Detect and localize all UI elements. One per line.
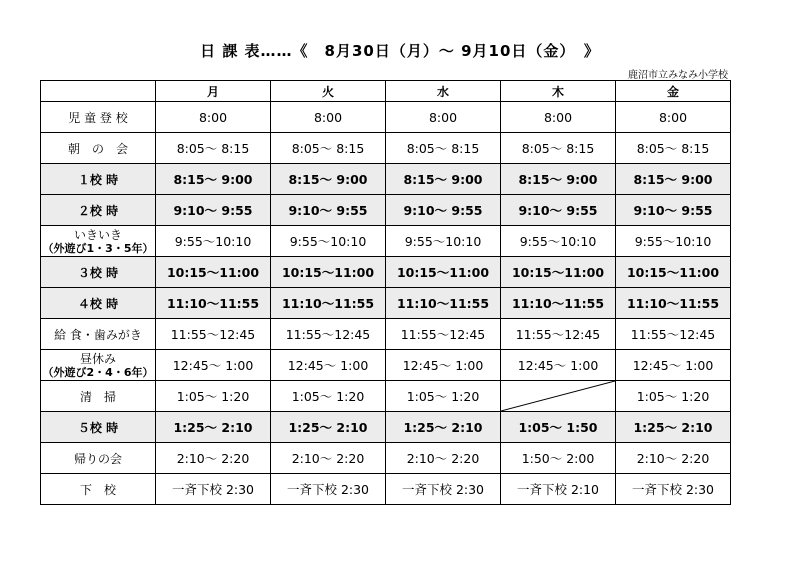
time-cell: 9:10～ 9:55 xyxy=(156,195,271,226)
table-row xyxy=(41,257,731,288)
table-row xyxy=(41,164,731,195)
time-cell: 1:25～ 2:10 xyxy=(386,412,501,443)
time-cell: 8:00 xyxy=(386,102,501,133)
time-cell: 11:10～11:55 xyxy=(386,288,501,319)
table-row xyxy=(41,195,731,226)
time-cell: 11:55～12:45 xyxy=(501,319,616,350)
corner-cell xyxy=(41,81,156,102)
time-cell: 8:15～ 9:00 xyxy=(156,164,271,195)
table-row xyxy=(41,133,731,164)
row-label: 給 食・歯みがき xyxy=(41,319,156,350)
time-cell: 1:05～ 1:20 xyxy=(271,381,386,412)
time-cell: 1:05～ 1:20 xyxy=(386,381,501,412)
time-cell: 11:10～11:55 xyxy=(271,288,386,319)
time-cell: 11:10～11:55 xyxy=(156,288,271,319)
row-label-sub: （外遊び2・4・6年） xyxy=(42,365,154,379)
schedule-body xyxy=(41,102,731,505)
time-cell: 9:10～ 9:55 xyxy=(271,195,386,226)
time-cell: 12:45～ 1:00 xyxy=(616,350,731,381)
row-label: ３校 時 xyxy=(41,257,156,288)
row-label: 清 掃 xyxy=(41,381,156,412)
day-header-mon: 月 xyxy=(156,81,271,102)
time-cell: 8:00 xyxy=(616,102,731,133)
day-header-tue: 火 xyxy=(271,81,386,102)
row-label: １校 時 xyxy=(41,164,156,195)
time-cell: 9:55～10:10 xyxy=(501,226,616,257)
table-row xyxy=(41,102,731,133)
time-cell: 12:45～ 1:00 xyxy=(386,350,501,381)
row-label: ２校 時 xyxy=(41,195,156,226)
row-label: 下 校 xyxy=(41,474,156,505)
time-cell: 8:00 xyxy=(156,102,271,133)
table-row xyxy=(41,474,731,505)
day-header-fri: 金 xyxy=(616,81,731,102)
time-cell: 8:05～ 8:15 xyxy=(501,133,616,164)
table-row xyxy=(41,288,731,319)
row-label-main: 昼休み xyxy=(79,351,116,366)
table-row xyxy=(41,319,731,350)
time-cell: 11:10～11:55 xyxy=(501,288,616,319)
row-label: ５校 時 xyxy=(41,412,156,443)
row-label xyxy=(41,226,156,257)
time-cell: 11:55～12:45 xyxy=(156,319,271,350)
time-cell: 9:10～ 9:55 xyxy=(501,195,616,226)
time-cell: 11:55～12:45 xyxy=(271,319,386,350)
time-cell: 12:45～ 1:00 xyxy=(271,350,386,381)
time-cell: 8:15～ 9:00 xyxy=(271,164,386,195)
header-row xyxy=(41,81,731,102)
row-label: 児 童 登 校 xyxy=(41,102,156,133)
time-cell: 10:15～11:00 xyxy=(156,257,271,288)
time-cell: 9:55～10:10 xyxy=(386,226,501,257)
time-cell: 8:15～ 9:00 xyxy=(616,164,731,195)
time-cell: 2:10～ 2:20 xyxy=(616,443,731,474)
time-cell: 8:05～ 8:15 xyxy=(616,133,731,164)
row-label-main: いきいき xyxy=(73,227,122,242)
time-cell: 9:55～10:10 xyxy=(271,226,386,257)
time-cell: 8:05～ 8:15 xyxy=(386,133,501,164)
time-cell: 2:10～ 2:20 xyxy=(386,443,501,474)
time-cell: 11:10～11:55 xyxy=(616,288,731,319)
time-cell: 11:55～12:45 xyxy=(616,319,731,350)
time-cell: 9:55～10:10 xyxy=(616,226,731,257)
time-cell: 8:05～ 8:15 xyxy=(271,133,386,164)
time-cell: 一斉下校 2:30 xyxy=(386,474,501,505)
row-label xyxy=(41,350,156,381)
time-cell: 1:05～ 1:20 xyxy=(616,381,731,412)
time-cell: 一斉下校 2:30 xyxy=(271,474,386,505)
day-header-thu: 木 xyxy=(501,81,616,102)
time-cell: 1:25～ 2:10 xyxy=(156,412,271,443)
time-cell: 8:05～ 8:15 xyxy=(156,133,271,164)
table-row xyxy=(41,443,731,474)
time-cell: 8:00 xyxy=(501,102,616,133)
time-cell: 10:15～11:00 xyxy=(271,257,386,288)
row-label: ４校 時 xyxy=(41,288,156,319)
schedule-table xyxy=(40,80,731,505)
row-label-sub: （外遊び1・3・5年） xyxy=(42,241,154,255)
time-cell: 一斉下校 2:30 xyxy=(156,474,271,505)
time-cell: 一斉下校 2:30 xyxy=(616,474,731,505)
table-row xyxy=(41,412,731,443)
table-row xyxy=(41,381,731,412)
time-cell: 9:10～ 9:55 xyxy=(386,195,501,226)
time-cell: 8:00 xyxy=(271,102,386,133)
table-row xyxy=(41,226,731,257)
time-cell: 2:10～ 2:20 xyxy=(156,443,271,474)
time-cell: 12:45～ 1:00 xyxy=(501,350,616,381)
time-cell: 10:15～11:00 xyxy=(616,257,731,288)
time-cell: 11:55～12:45 xyxy=(386,319,501,350)
time-cell: 1:05～ 1:50 xyxy=(501,412,616,443)
time-cell: 8:15～ 9:00 xyxy=(501,164,616,195)
time-cell: 9:10～ 9:55 xyxy=(616,195,731,226)
time-cell: 一斉下校 2:10 xyxy=(501,474,616,505)
table-row xyxy=(41,350,731,381)
time-cell: 1:05～ 1:20 xyxy=(156,381,271,412)
school-name: 鹿沼市立みなみ小学校 xyxy=(628,70,728,81)
diagonal-line-icon xyxy=(501,381,615,411)
time-cell: 1:50～ 2:00 xyxy=(501,443,616,474)
time-cell: 1:25～ 2:10 xyxy=(271,412,386,443)
time-cell: 2:10～ 2:20 xyxy=(271,443,386,474)
time-cell: 10:15～11:00 xyxy=(386,257,501,288)
time-cell: 8:15～ 9:00 xyxy=(386,164,501,195)
page-title: 日 課 表……《 8月30日（月）～ 9月10日（金） 》 xyxy=(200,42,600,60)
time-cell: 12:45～ 1:00 xyxy=(156,350,271,381)
time-cell: 9:55～10:10 xyxy=(156,226,271,257)
row-label: 帰りの会 xyxy=(41,443,156,474)
empty-slash-cell xyxy=(501,381,616,412)
row-label: 朝 の 会 xyxy=(41,133,156,164)
day-header-wed: 水 xyxy=(386,81,501,102)
time-cell: 10:15～11:00 xyxy=(501,257,616,288)
time-cell: 1:25～ 2:10 xyxy=(616,412,731,443)
